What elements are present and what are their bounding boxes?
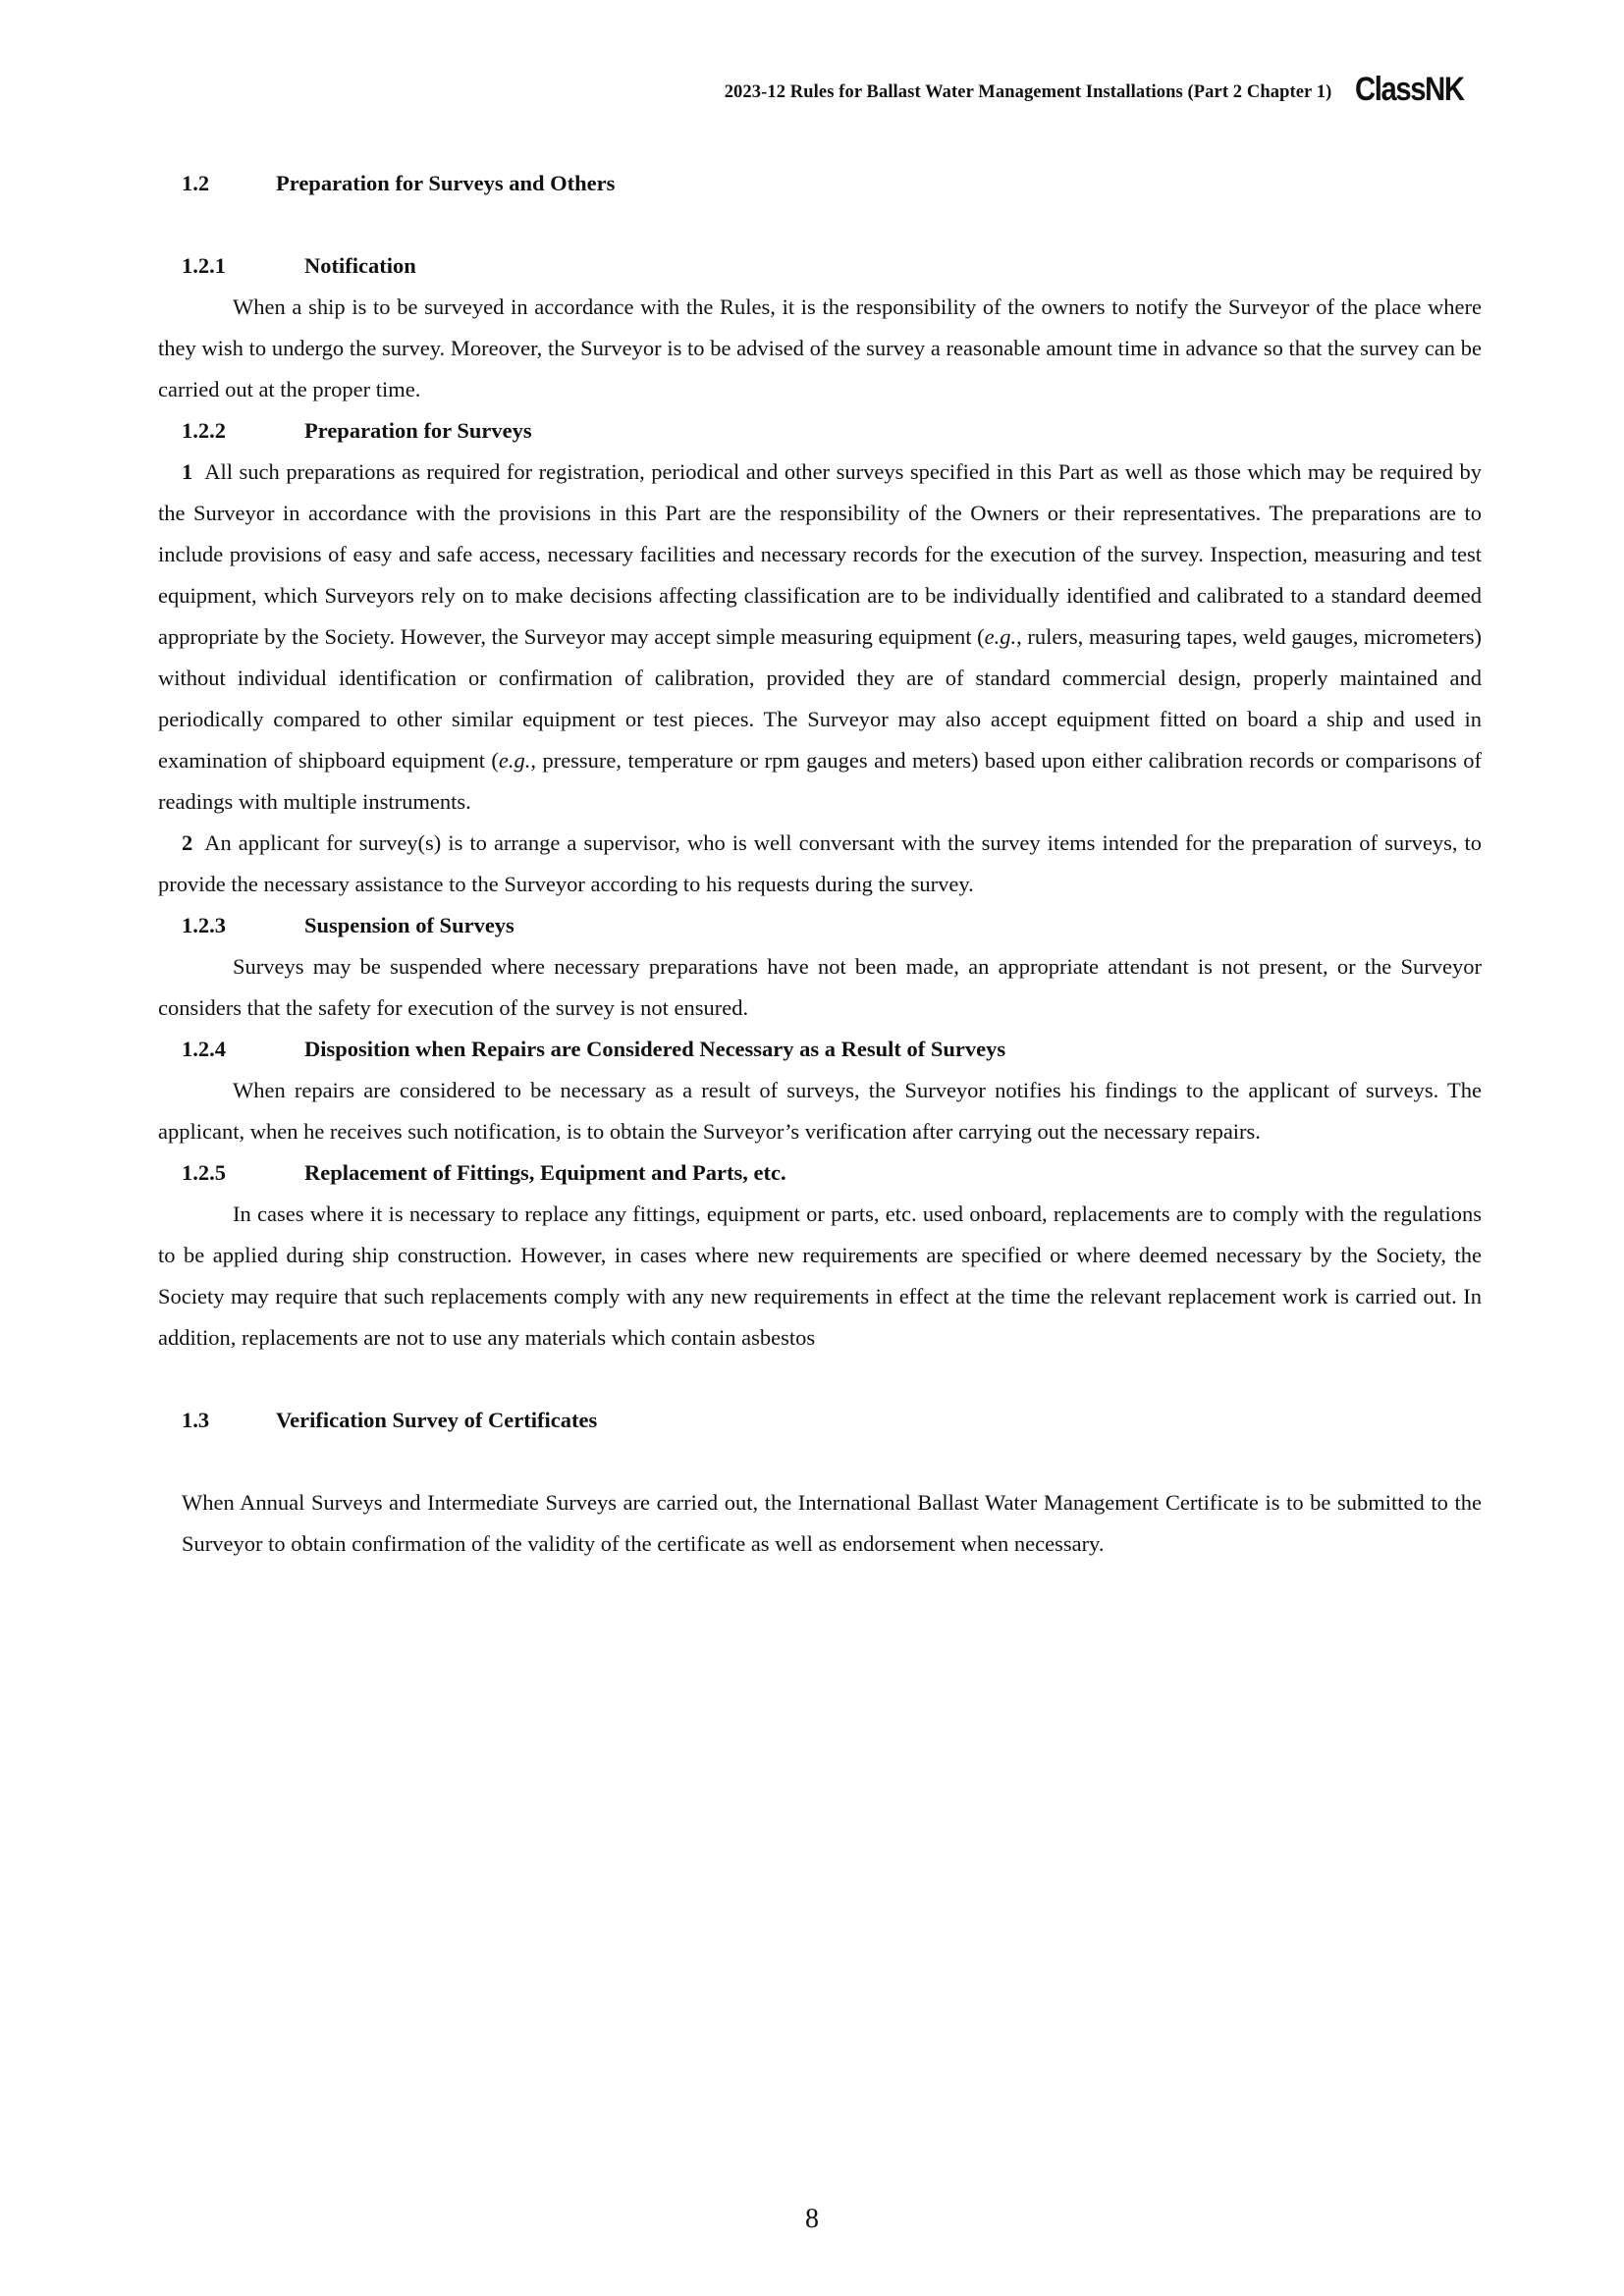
section-title: Preparation for Surveys and Others — [276, 171, 616, 195]
paragraph-disposition: When repairs are considered to be necessary as a result of surveys, the Surveyor notifies his findings to the applicant of surveys. The applicant, when he receives such notification, is to obtain the Surveyor’s verification after carrying out the necessary repairs. — [158, 1078, 1482, 1144]
paragraph-text: An applicant for survey(s) is to arrange a supervisor, who is well conversant with the survey items intended for the preparation of surveys, to provide the necessary assistance to the Surveyor according to his requests during the survey. — [158, 830, 1482, 896]
paragraph-preparation-2 — [158, 823, 1482, 905]
paragraph-text-b: , rulers, measuring tapes, weld gauges, micrometers) without individual identification or confirmation of calibration, provided they are of standard commercial design, properly maintained and periodically compared to other similar equipment or test pieces. The Surveyor may also accept equipment fitted on board a ship and used in examination of shipboard equipment ( — [158, 624, 1482, 773]
subsection-heading-1-2-3 — [158, 905, 1482, 946]
subsection-number: 1.2.1 — [182, 253, 226, 278]
paragraph-preparation-1 — [158, 452, 1482, 823]
section-number: 1.3 — [182, 1408, 210, 1432]
subsection-heading-1-2-2 — [158, 410, 1482, 452]
paragraph-verification: When Annual Surveys and Intermediate Surveys are carried out, the International Ballast Water Management Certificate is to be submitted to the Surveyor to obtain confirmation of the validity of the certificate as well as endorsement when necessary. — [182, 1490, 1482, 1556]
paragraph-notification: When a ship is to be surveyed in accordance with the Rules, it is the responsibility of the owners to notify the Surveyor of the place where they wish to undergo the survey. Moreover, the Surveyor is to be advised of the survey a reasonable amount time in advance so that the survey can be carried out at the proper time. — [158, 294, 1482, 401]
document-body — [158, 163, 1482, 1565]
subsection-heading-1-2-5 — [158, 1152, 1482, 1194]
subsection-title: Notification — [304, 253, 416, 278]
subsection-title: Suspension of Surveys — [304, 913, 514, 937]
paragraph-replacement: In cases where it is necessary to replace any fittings, equipment or parts, etc. used onboard, replacements are to comply with the regulations to be applied during ship construction. However, in cases where new requirements are specified or where deemed necessary by the Society, the Society may require that such replacements comply with any new requirements in effect at the time the relevant replacement work is carried out. In addition, replacements are not to use any materials which contain asbestos — [158, 1201, 1482, 1350]
subsection-number: 1.2.2 — [182, 418, 226, 443]
subsection-title: Preparation for Surveys — [304, 418, 532, 443]
subsection-title: Replacement of Fittings, Equipment and Parts, etc. — [304, 1160, 786, 1185]
paragraph-text-a: All such preparations as required for registration, periodical and other surveys specified in this Part as well as those which may be required by the Surveyor in accordance with the provisions in this Part are the responsibility of the Owners or their representatives. The preparations are to include provisions of easy and safe access, necessary facilities and necessary records for the execution of the survey. Inspection, measuring and test equipment, which Surveyors rely on to make decisions affecting classification are to be individually identified and calibrated to a standard deemed appropriate by the Society. However, the Surveyor may accept simple measuring equipment ( — [158, 459, 1482, 649]
subsection-heading-1-2-4 — [158, 1029, 1482, 1070]
classnk-logo: ClassNK — [1355, 71, 1464, 108]
subsection-number: 1.2.5 — [182, 1160, 226, 1185]
section-title: Verification Survey of Certificates — [276, 1408, 598, 1432]
section-heading-1-2 — [158, 163, 1482, 204]
eg-abbrev: e.g. — [498, 748, 531, 773]
paragraph-number: 1 — [182, 459, 193, 484]
subsection-heading-1-2-1 — [158, 245, 1482, 287]
subsection-number: 1.2.4 — [182, 1037, 226, 1061]
subsection-title: Disposition when Repairs are Considered Necessary as a Result of Surveys — [304, 1037, 1006, 1061]
paragraph-number: 2 — [182, 830, 193, 855]
paragraph-text-c: , pressure, temperature or rpm gauges and meters) based upon either calibration records or comparisons of readings with multiple instruments. — [158, 748, 1482, 814]
subsection-number: 1.2.3 — [182, 913, 226, 937]
page-header — [724, 71, 1482, 108]
section-number: 1.2 — [182, 171, 210, 195]
section-heading-1-3 — [158, 1400, 1482, 1441]
header-title: 2023-12 Rules for Ballast Water Management Installations (Part 2 Chapter 1) — [724, 81, 1332, 102]
page-number: 8 — [805, 2204, 819, 2234]
eg-abbrev: e.g. — [984, 624, 1017, 649]
paragraph-suspension: Surveys may be suspended where necessary preparations have not been made, an appropriate attendant is not present, or the Surveyor considers that the safety for execution of the survey is not ensured. — [158, 954, 1482, 1020]
